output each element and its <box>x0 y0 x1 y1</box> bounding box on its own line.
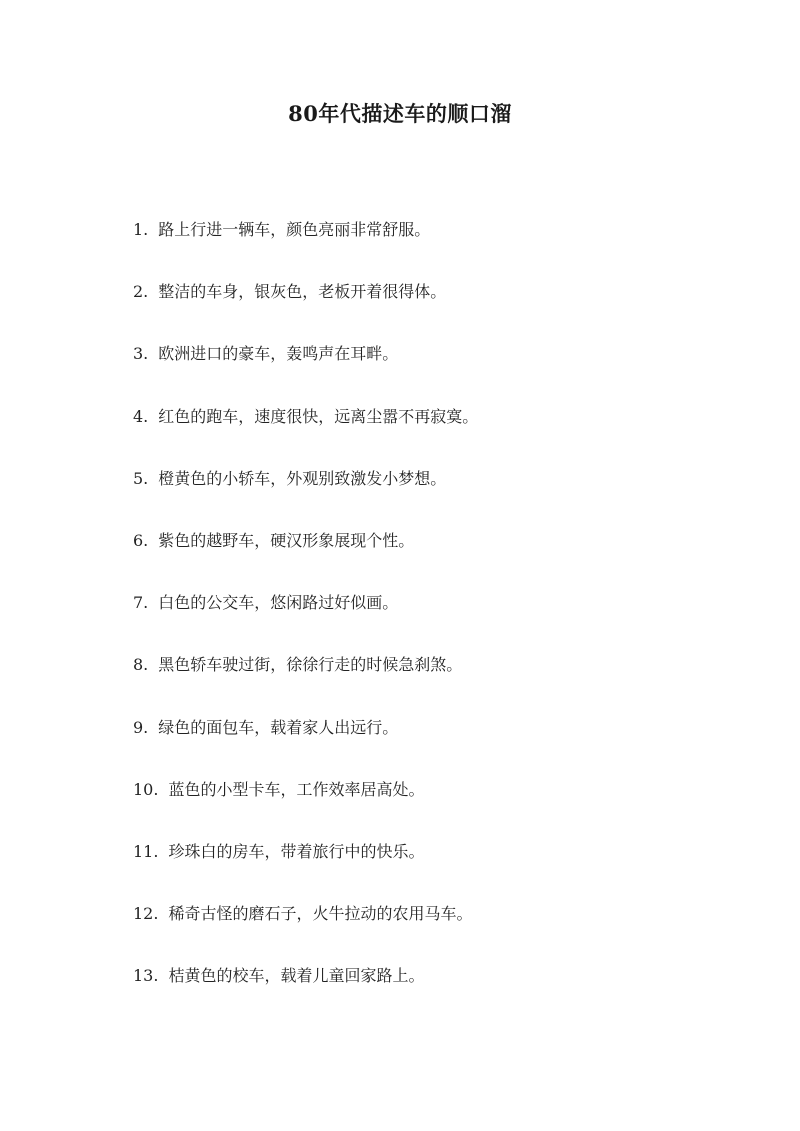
item-number: 12. <box>133 904 159 924</box>
item-number: 1. <box>133 220 149 239</box>
item-text: 绿色的面包车，载着家人出远行。 <box>158 717 399 737</box>
list-item <box>133 841 753 903</box>
list-item <box>133 343 753 405</box>
item-number: 13. <box>133 966 159 986</box>
list-item <box>133 717 753 779</box>
item-text: 橙黄色的小轿车，外观别致激发小梦想。 <box>158 468 447 488</box>
item-number: 8. <box>133 655 149 675</box>
item-text: 桔黄色的校车，载着儿童回家路上。 <box>168 966 425 986</box>
item-text: 黑色轿车驶过街，徐徐行走的时候急刹煞。 <box>158 655 463 675</box>
list-item <box>133 965 753 1027</box>
item-text: 紫色的越野车，硬汉形象展现个性。 <box>158 530 415 550</box>
list-item <box>133 903 753 965</box>
item-number: 3. <box>133 344 149 364</box>
item-text: 红色的跑车，速度很快，远离尘嚣不再寂寞。 <box>158 406 479 426</box>
item-number: 4. <box>133 406 149 426</box>
item-number: 11. <box>133 841 159 861</box>
item-number: 9. <box>133 717 149 737</box>
item-number: 6. <box>133 530 149 550</box>
item-number: 5. <box>133 468 149 488</box>
item-text: 蓝色的小型卡车，工作效率居高处。 <box>168 779 425 799</box>
list-item <box>133 530 753 592</box>
item-text: 整洁的车身，银灰色，老板开着很得体。 <box>158 282 447 302</box>
list-item <box>133 406 753 468</box>
page-title: 80年代描述车的顺口溜 <box>288 101 512 126</box>
list-item <box>133 281 753 343</box>
item-text: 路上行进一辆车，颜色亮丽非常舒服。 <box>158 220 431 239</box>
item-text: 欧洲进口的豪车，轰鸣声在耳畔。 <box>158 344 399 364</box>
rhyme-list <box>133 219 753 1027</box>
item-text: 珍珠白的房车，带着旅行中的快乐。 <box>168 841 425 861</box>
item-number: 2. <box>133 282 149 302</box>
list-item <box>133 779 753 841</box>
list-item <box>133 592 753 654</box>
list-item <box>133 219 753 281</box>
list-item <box>133 468 753 530</box>
item-number: 10. <box>133 779 159 799</box>
item-text: 白色的公交车，悠闲路过好似画。 <box>158 593 399 613</box>
list-item <box>133 654 753 716</box>
item-text: 稀奇古怪的磨石子，火牛拉动的农用马车。 <box>168 904 473 924</box>
item-number: 7. <box>133 593 149 613</box>
